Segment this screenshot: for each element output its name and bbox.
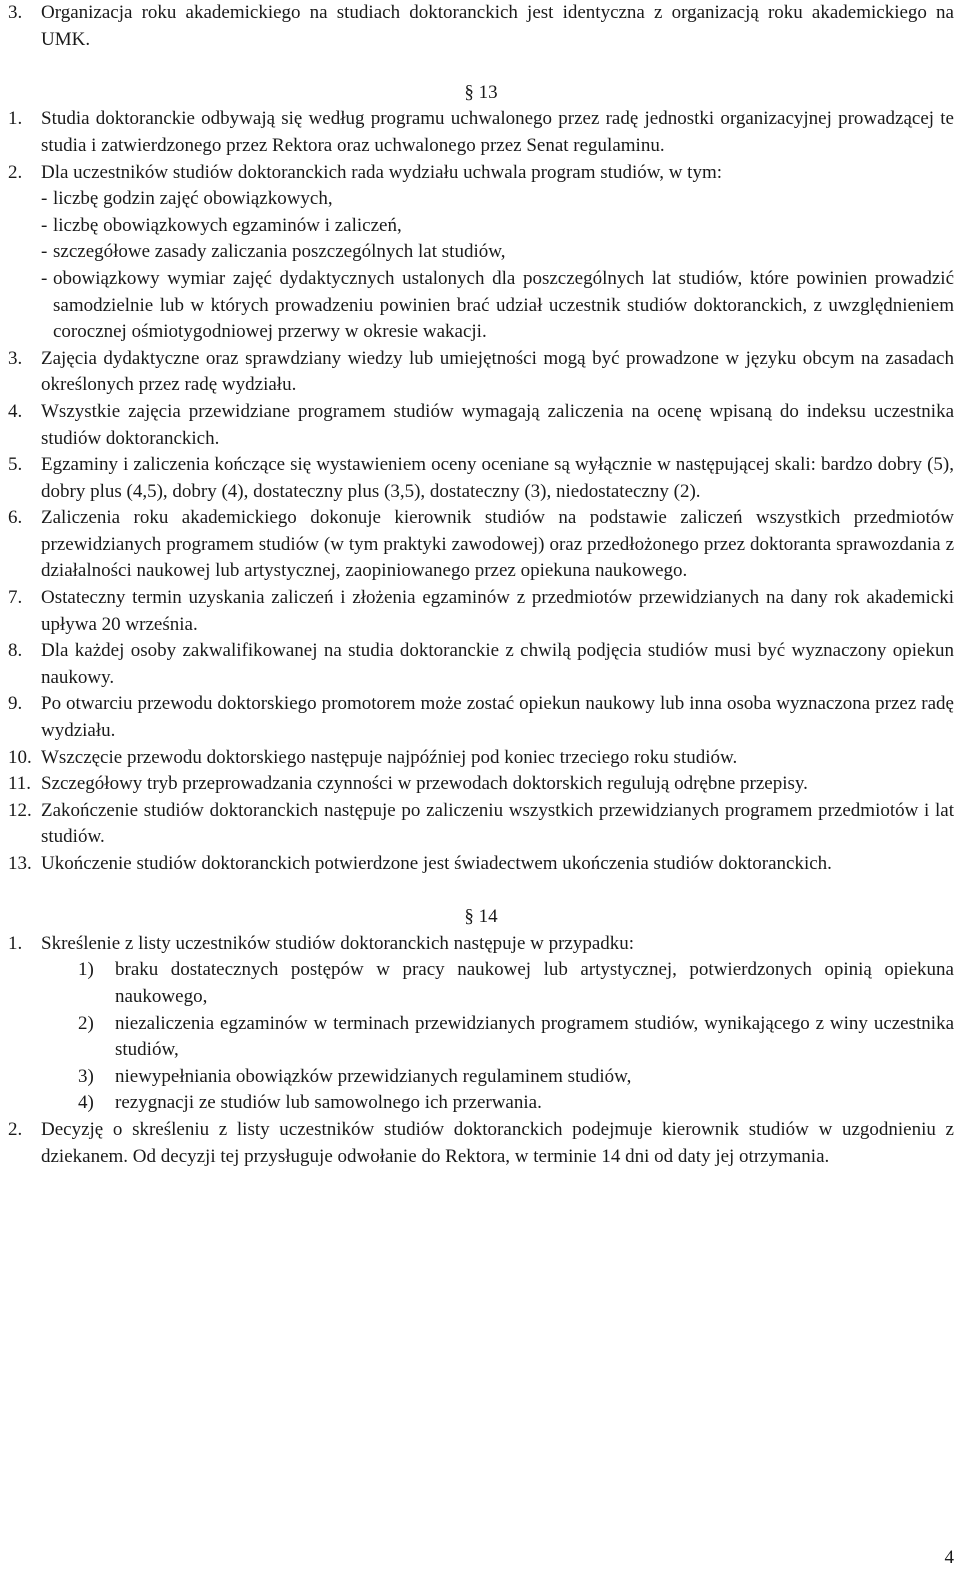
page-number: 4 bbox=[944, 1547, 954, 1568]
item-text: Zaliczenia roku akademickiego dokonuje kierownik studiów na podstawie zaliczeń wszystkich przedmiotów przewidzianych programem studiów (w tym praktyki zawodowej) oraz przedłożonego przez doktoranta sprawozdania z działalności naukowej lub artystycznej, zaopiniowanego przez opiekuna naukowego. bbox=[41, 507, 954, 582]
paragraph-13-5 bbox=[8, 452, 954, 505]
item-number: 7. bbox=[8, 587, 23, 609]
item-text: Wszystkie zajęcia przewidziane programem studiów wymagają zaliczenia na ocenę wpisaną do indeksu uczestnika studiów doktoranckich. bbox=[41, 400, 954, 449]
item-text: Szczegółowy tryb przeprowadzania czynności w przewodach doktorskich regulują odrębne przepisy. bbox=[41, 773, 808, 795]
paragraph-13-11 bbox=[8, 771, 954, 798]
item-text: Po otwarciu przewodu doktorskiego promotorem może zostać opiekun naukowy lub inna osoba wyznaczona przez radę wydziału. bbox=[41, 693, 954, 742]
sub-item bbox=[8, 1064, 954, 1091]
section-heading-13: § 13 bbox=[464, 81, 498, 103]
paragraph-13-1 bbox=[8, 106, 954, 159]
paragraph-13-3 bbox=[8, 346, 954, 399]
paragraph-13-2 bbox=[8, 160, 954, 187]
paragraph-13-7 bbox=[8, 585, 954, 638]
paragraph-13-9 bbox=[8, 691, 954, 744]
sub-item-text: niezaliczenia egzaminów w terminach przewidzianych programem studiów, wynikającego z winy uczestnika studiów, bbox=[115, 1012, 954, 1061]
item-number: 2. bbox=[8, 1118, 23, 1140]
sub-item-number: 1) bbox=[78, 959, 94, 981]
item-text: Dla uczestników studiów doktoranckich rada wydziału uchwala program studiów, w tym: bbox=[41, 161, 723, 183]
paragraph-14-2 bbox=[8, 1117, 954, 1170]
item-number: 5. bbox=[8, 454, 23, 476]
sub-item bbox=[8, 957, 954, 1010]
sub-item-number: 2) bbox=[78, 1012, 94, 1034]
dash-mark: - bbox=[41, 214, 48, 236]
item-number: 3. bbox=[8, 347, 23, 369]
dash-text: liczbę godzin zajęć obowiązkowych, bbox=[53, 188, 333, 210]
item-text: Dla każdej osoby zakwalifikowanej na studia doktoranckie z chwilą podjęcia studiów musi być wyznaczony opiekun naukowy. bbox=[41, 640, 954, 688]
dash-item bbox=[8, 186, 954, 213]
paragraph-14-1 bbox=[8, 931, 954, 958]
item-number: 8. bbox=[8, 640, 23, 662]
paragraph-13-10 bbox=[8, 745, 954, 772]
item-number: 4. bbox=[8, 400, 23, 422]
spacer bbox=[8, 53, 954, 80]
item-number: 11. bbox=[8, 773, 32, 795]
item-number: 1. bbox=[8, 108, 23, 130]
item-number: 12. bbox=[8, 799, 32, 821]
item-text: Ukończenie studiów doktoranckich potwierdzone jest świadectwem ukończenia studiów doktoranckich. bbox=[41, 853, 832, 874]
sub-item-text: braku dostatecznych postępów w pracy naukowej lub artystycznej, potwierdzonych opinią opiekuna naukowego, bbox=[115, 959, 954, 1007]
item-number: 6. bbox=[8, 507, 23, 529]
item-number: 3. bbox=[8, 2, 23, 23]
paragraph-13-6 bbox=[8, 505, 954, 585]
section-heading-14: § 14 bbox=[464, 906, 498, 928]
dash-item bbox=[8, 213, 954, 240]
dash-mark: - bbox=[41, 241, 48, 263]
item-number: 2. bbox=[8, 161, 23, 183]
paragraph-13-8 bbox=[8, 638, 954, 691]
dash-mark: - bbox=[41, 267, 48, 289]
dash-item bbox=[8, 239, 954, 266]
item-text: Decyzję o skreśleniu z listy uczestników studiów doktoranckich podejmuje kierownik studiów w uzgodnieniu z dziekanem. Od decyzji tej przysługuje odwołanie do Rektora, w terminie 14 dni od daty jej otrzymania. bbox=[41, 1118, 954, 1167]
dash-text: szczegółowe zasady zaliczania poszczególnych lat studiów, bbox=[53, 241, 506, 263]
item-number: 10. bbox=[8, 746, 32, 768]
item-text: Studia doktoranckie odbywają się według programu uchwalonego przez radę jednostki organizacyjnej prowadzącej te studia i zatwierdzonego przez Rektora oraz uchwalonego przez Senat regulaminu. bbox=[41, 108, 954, 156]
document-page bbox=[8, 0, 954, 1170]
paragraph-13-13 bbox=[8, 851, 954, 878]
spacer bbox=[8, 878, 954, 905]
item-text: Organizacja roku akademickiego na studiach doktoranckich jest identyczna z organizacją roku akademickiego na UMK. bbox=[41, 2, 954, 50]
item-number: 13. bbox=[8, 853, 32, 874]
item-text: Ostateczny termin uzyskania zaliczeń i złożenia egzaminów z przedmiotów przewidzianych na dany rok akademicki upływa 20 września. bbox=[41, 587, 954, 635]
item-text: Wszczęcie przewodu doktorskiego następuje najpóźniej pod koniec trzeciego roku studiów. bbox=[41, 746, 738, 768]
item-text: Zakończenie studiów doktoranckich następuje po zaliczeniu wszystkich przewidzianych programem przedmiotów i lat studiów. bbox=[41, 799, 954, 848]
paragraph-13-4 bbox=[8, 399, 954, 452]
sub-item-text: rezygnacji ze studiów lub samowolnego ich przerwania. bbox=[115, 1092, 542, 1114]
sub-item-text: niewypełniania obowiązków przewidzianych regulaminem studiów, bbox=[115, 1065, 632, 1087]
paragraph-12-3 bbox=[8, 0, 954, 53]
sub-item bbox=[8, 1011, 954, 1064]
item-text: Zajęcia dydaktyczne oraz sprawdziany wiedzy lub umiejętności mogą być prowadzone w języku obcym na zasadach określonych przez radę wydziału. bbox=[41, 347, 954, 396]
item-text: Egzaminy i zaliczenia kończące się wystawieniem oceny oceniane są wyłącznie w następującej skali: bardzo dobry (5), dobry plus (4,5), dobry (4), dostateczny plus (3,5), dostateczny (3), niedostateczny (2). bbox=[41, 454, 954, 502]
paragraph-13-12 bbox=[8, 798, 954, 851]
dash-mark: - bbox=[41, 188, 48, 210]
item-text: Skreślenie z listy uczestników studiów doktoranckich następuje w przypadku: bbox=[41, 932, 635, 954]
sub-item-number: 3) bbox=[78, 1065, 94, 1087]
item-number: 9. bbox=[8, 693, 23, 715]
dash-text: obowiązkowy wymiar zajęć dydaktycznych ustalonych dla poszczególnych lat studiów, które powinien prowadzić samodzielnie lub w których prowadzeniu powinien brać udział uczestnik studiów doktoranckich, z uwzględnieniem corocznej ośmiotygodniowej przerwy w okresie wakacji. bbox=[53, 267, 954, 343]
dash-item bbox=[8, 266, 954, 346]
dash-text: liczbę obowiązkowych egzaminów i zaliczeń, bbox=[53, 214, 402, 236]
sub-item-number: 4) bbox=[78, 1092, 94, 1114]
sub-item bbox=[8, 1090, 954, 1117]
item-number: 1. bbox=[8, 932, 23, 954]
